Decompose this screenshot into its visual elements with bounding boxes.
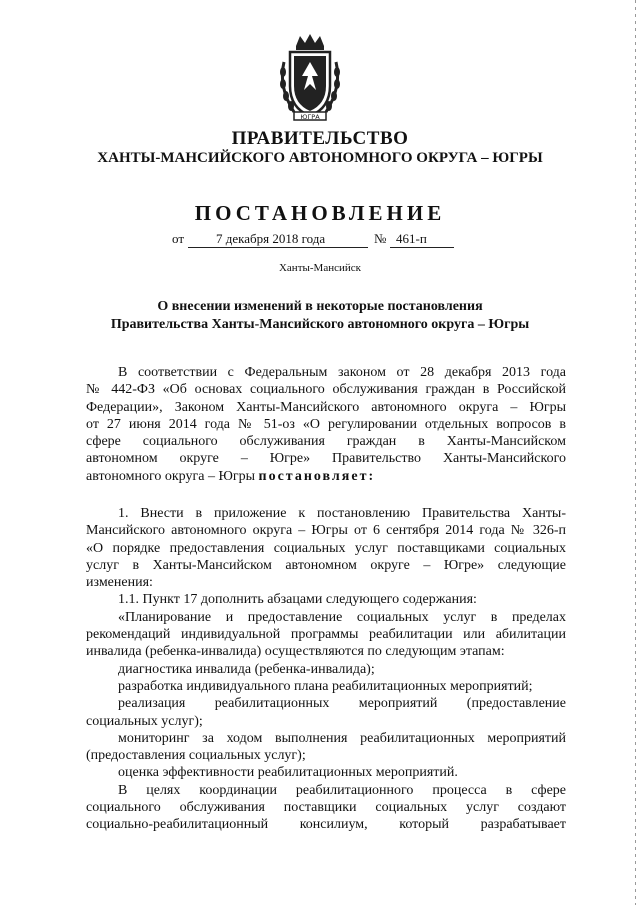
intro-line: сфере социального обслуживания граждан в Ханты-Мансийском xyxy=(86,434,566,450)
number-underline xyxy=(390,247,454,248)
intro-paragraph xyxy=(86,364,566,485)
item-1-line: «О порядке предоставления социальных услуг поставщиками социальных xyxy=(86,540,566,556)
document-date: 7 декабря 2018 года xyxy=(216,231,326,246)
item-1-line: 1. Внести в приложение к постановлению Правительства Ханты- xyxy=(118,506,566,521)
item-1-line: изменения: xyxy=(86,575,153,591)
number-label: № xyxy=(374,231,387,246)
heading-line-2: Правительства Ханты-Мансийского автономного округа – Югры xyxy=(110,317,530,332)
intro-line: автономном округе – Югре» Правительство Ханты-Мансийского xyxy=(86,451,566,467)
intro-line: автономного округа – Югры xyxy=(86,468,255,484)
stage-4-line: мониторинг за ходом выполнения реабилитационных мероприятий xyxy=(118,730,566,746)
quote-line: рекомендаций индивидуальной программы реабилитации или абилитации xyxy=(86,627,566,643)
scan-margin-line xyxy=(635,0,636,905)
last-line: социального обслуживания поставщики социальных услуг создают xyxy=(86,800,566,816)
stage-2-line: разработка индивидуального плана реабилитационных мероприятий; xyxy=(118,678,533,694)
city: Ханты-Мансийск xyxy=(278,262,361,274)
intro-line: № 442-ФЗ «Об основах социального обслуживания граждан в Российской xyxy=(86,382,566,398)
stage-1-line: диагностика инвалида (ребенка-инвалида); xyxy=(118,661,375,677)
stage-3-line: социальных услуг); xyxy=(86,713,203,729)
last-line: социально-реабилитационный консилиум, который разрабатывает xyxy=(86,817,566,833)
item-1-line: Мансийского автономного округа – Югры от 6 сентября 2014 года № 326-п xyxy=(86,523,566,539)
intro-line: от 27 июня 2014 года № 51-оз «О регулировании отдельных вопросов в xyxy=(86,416,566,432)
heading-line-1: О внесении изменений в некоторые постановления xyxy=(157,299,483,314)
document-type: ПОСТАНОВЛЕНИЕ xyxy=(194,201,446,225)
document-date-number xyxy=(172,231,472,249)
from-label: от xyxy=(172,231,185,246)
coat-of-arms-icon xyxy=(274,32,346,124)
intro-line: В соответствии с Федеральным законом от 28 декабря 2013 года xyxy=(118,365,566,380)
coat-of-arms-graphic xyxy=(274,32,346,124)
last-line: В целях координации реабилитационного процесса в сфере xyxy=(118,782,566,798)
document-number: 461-п xyxy=(396,231,427,246)
government-title: ПРАВИТЕЛЬСТВО xyxy=(231,128,409,149)
stage-4-line: (предоставления социальных услуг); xyxy=(86,748,306,764)
item-1-paragraph xyxy=(86,505,566,834)
item-1-1-line: 1.1. Пункт 17 дополнить абзацами следующего содержания: xyxy=(118,592,477,608)
intro-last-line xyxy=(86,468,566,485)
stage-5-line: оценка эффективности реабилитационных мероприятий. xyxy=(118,765,458,781)
resolves-word: постановляет: xyxy=(258,468,376,484)
quote-line: «Планирование и предоставление социальных услуг в пределах xyxy=(118,609,566,625)
intro-line: Федерации», Законом Ханты-Мансийского автономного округа – Югры xyxy=(86,399,566,415)
date-underline xyxy=(188,247,368,248)
item-1-line: услуг в Ханты-Мансийском автономном округе – Югре» следующие xyxy=(86,557,566,573)
stage-3-line: реализация реабилитационных мероприятий (предоставление xyxy=(118,696,566,712)
government-subtitle: ХАНТЫ-МАНСИЙСКОГО АВТОНОМНОГО ОКРУГА – ЮГРЫ xyxy=(97,150,543,166)
emblem-caption: ЮГРА xyxy=(300,113,320,121)
quote-line: инвалида (ребенка-инвалида) осуществляются по следующим этапам: xyxy=(86,644,505,660)
